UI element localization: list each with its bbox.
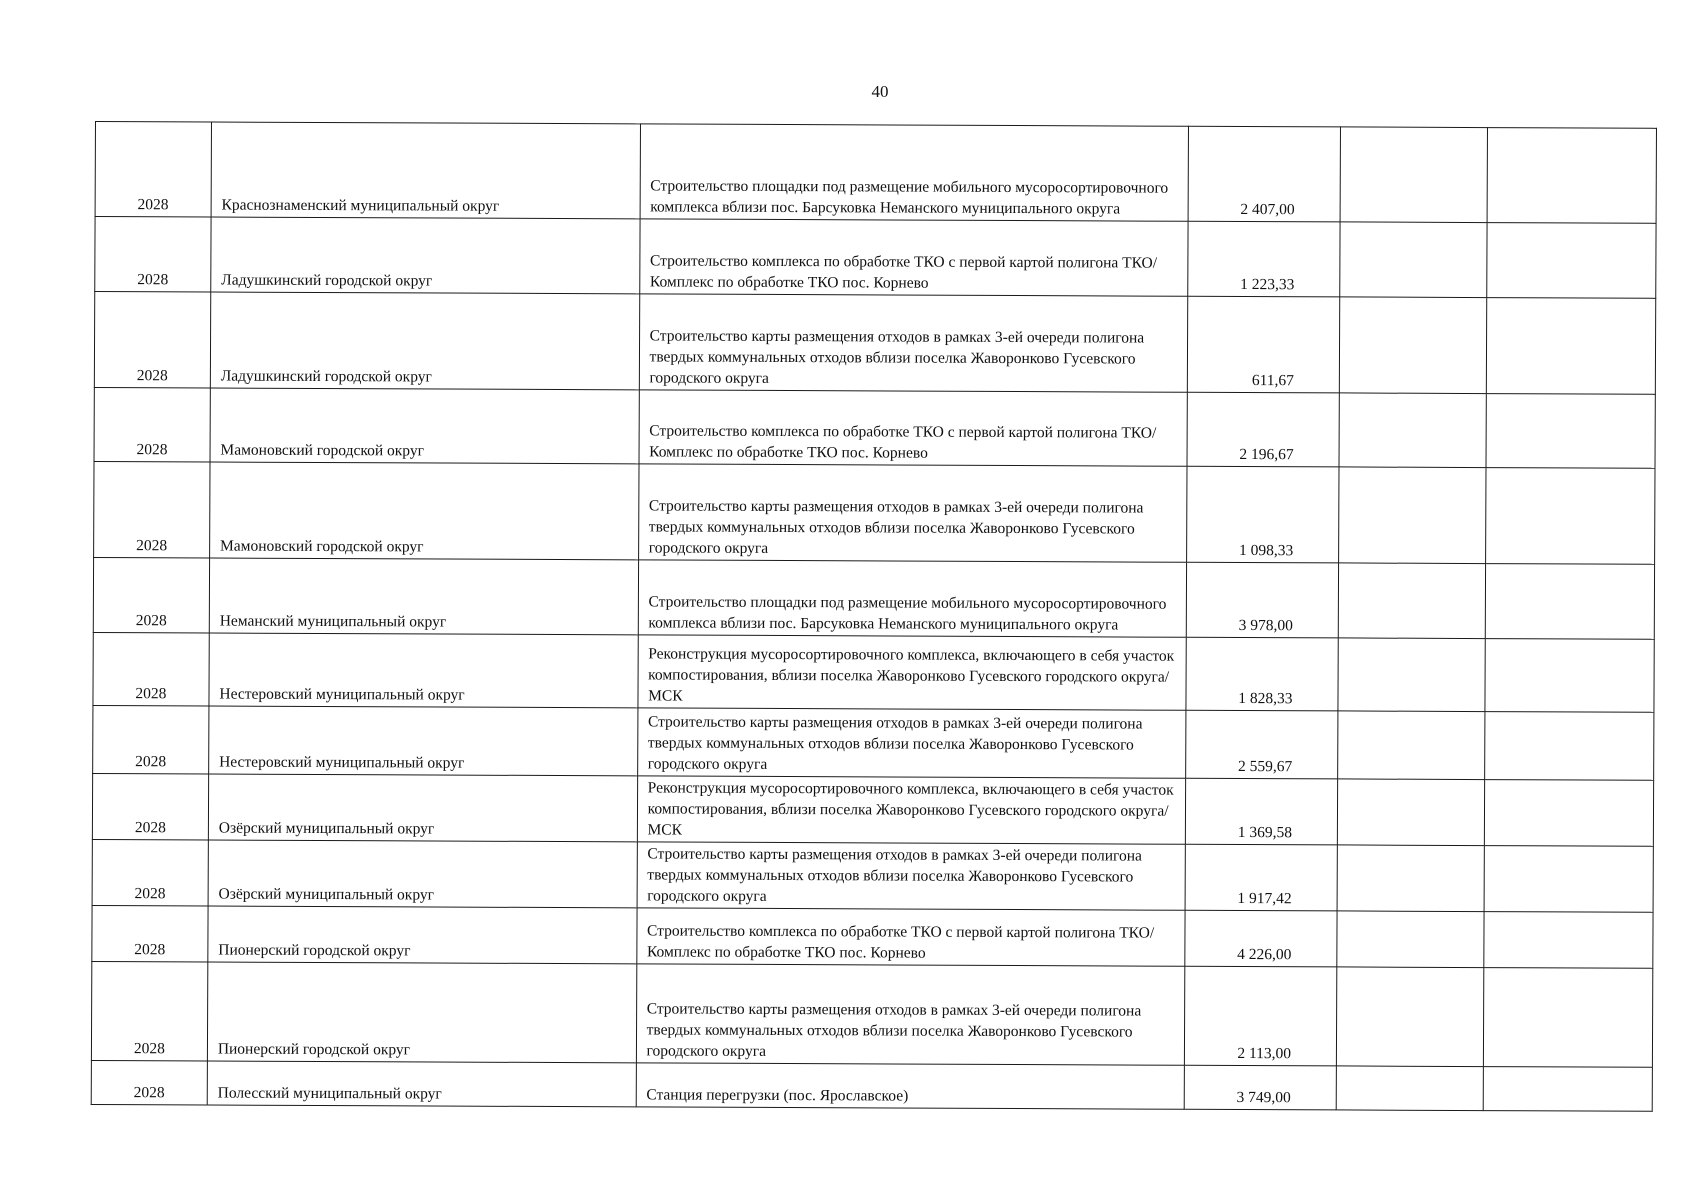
table-row <box>94 387 1655 468</box>
year-cell: 2028 <box>95 217 211 293</box>
district-cell: Краснознаменский муниципальный округ <box>211 122 640 219</box>
amount-cell: 3 749,00 <box>1184 1065 1336 1110</box>
amount-cell: 2 407,00 <box>1188 126 1340 222</box>
description-cell: Строительство комплекса по обработке ТКО с первой картой полигона ТКО/Комплекс по обработке ТКО пос. Корнево <box>639 219 1188 296</box>
table-row <box>92 905 1653 968</box>
description-cell: Строительство карты размещения отходов в рамках 3-ей очереди полигона твердых коммунальных отходов вблизи поселка Жаворонково Гусевского городского округа <box>637 708 1186 778</box>
amount-cell: 3 978,00 <box>1187 562 1339 638</box>
district-cell: Озёрский муниципальный округ <box>208 840 637 908</box>
page-number: 40 <box>871 82 889 101</box>
district-cell: Полесский муниципальный округ <box>207 1061 636 1107</box>
description-cell: Станция перегрузки (пос. Ярославское) <box>636 1063 1185 1109</box>
description-cell: Реконструкция мусоросортировочного комплекса, включающего в себя участок компостирования, вблизи поселка Жаворонково Гусевского городского округа/МСК <box>637 776 1186 844</box>
empty-cell <box>1483 968 1653 1068</box>
empty-cell <box>1336 967 1483 1067</box>
data-table <box>91 121 1657 1112</box>
empty-cell <box>1336 1066 1483 1111</box>
description-cell: Строительство карты размещения отходов в рамках 3-ей очереди полигона твердых коммунальных отходов вблизи поселка Жаворонково Гусевского городского округа <box>638 464 1187 562</box>
amount-cell: 1 917,42 <box>1185 844 1337 911</box>
empty-cell <box>1339 393 1486 468</box>
description-cell: Строительство карты размещения отходов в рамках 3-ей очереди полигона твердых коммунальных отходов вблизи поселка Жаворонково Гусевского городского округа <box>639 294 1188 392</box>
table-row <box>95 122 1656 224</box>
year-cell: 2028 <box>93 632 209 706</box>
empty-cell <box>1337 845 1484 912</box>
empty-cell <box>1486 223 1656 299</box>
empty-cell <box>1339 297 1486 394</box>
empty-cell <box>1340 222 1487 298</box>
year-cell: 2028 <box>93 705 209 774</box>
amount-cell: 1 828,33 <box>1186 637 1338 711</box>
amount-cell: 2 113,00 <box>1185 966 1337 1066</box>
year-cell: 2028 <box>94 461 210 558</box>
table-row <box>93 632 1654 712</box>
amount-cell: 4 226,00 <box>1185 910 1337 967</box>
district-cell: Нестеровский муниципальный округ <box>209 706 638 776</box>
description-cell: Строительство комплекса по обработке ТКО с первой картой полигона ТКО/Комплекс по обработке ТКО пос. Корнево <box>636 908 1185 966</box>
year-cell: 2028 <box>91 1060 207 1105</box>
empty-cell <box>1483 1067 1652 1112</box>
description-cell: Строительство комплекса по обработке ТКО с первой картой полигона ТКО/Комплекс по обработке ТКО пос. Корнево <box>639 390 1188 466</box>
table-row <box>91 1060 1652 1111</box>
empty-cell <box>1340 127 1487 223</box>
empty-cell <box>1338 711 1485 780</box>
empty-cell <box>1484 780 1654 847</box>
amount-cell: 611,67 <box>1188 296 1340 393</box>
table-row <box>92 839 1653 912</box>
description-cell: Строительство карты размещения отходов в рамках 3-ей очереди полигона твердых коммунальных отходов вблизи поселка Жаворонково Гусевского городского округа <box>637 842 1186 910</box>
empty-cell <box>1339 467 1486 564</box>
year-cell: 2028 <box>92 773 208 840</box>
amount-cell: 1 098,33 <box>1187 466 1339 563</box>
year-cell: 2028 <box>93 557 209 633</box>
table-row <box>94 461 1655 564</box>
empty-cell <box>1337 779 1484 846</box>
table-row <box>95 217 1656 299</box>
amount-cell: 2 196,67 <box>1187 392 1339 467</box>
district-cell: Ладушкинский городской округ <box>211 217 640 294</box>
empty-cell <box>1338 638 1485 712</box>
empty-cell <box>1338 563 1485 639</box>
district-cell: Озёрский муниципальный округ <box>208 774 637 842</box>
amount-cell: 1 223,33 <box>1188 221 1340 297</box>
year-cell: 2028 <box>92 839 208 906</box>
empty-cell <box>1485 639 1655 713</box>
empty-cell <box>1486 298 1656 395</box>
district-cell: Ладушкинский городской округ <box>210 292 639 390</box>
empty-cell <box>1484 846 1654 913</box>
description-cell: Строительство площадки под размещение мобильного мусоросортировочного комплекса вблизи пос. Барсуковка Неманского муниципального округа <box>640 124 1189 221</box>
district-cell: Пионерский городской округ <box>208 906 637 964</box>
table-row <box>93 557 1654 639</box>
amount-cell: 1 369,58 <box>1186 778 1338 845</box>
district-cell: Пионерский городской округ <box>207 962 636 1063</box>
description-cell: Строительство площадки под размещение мобильного мусоросортировочного комплекса вблизи пос. Барсуковка Неманского муниципального округа <box>638 560 1187 637</box>
year-cell: 2028 <box>92 905 208 962</box>
district-cell: Мамоновский городской округ <box>209 462 638 560</box>
empty-cell <box>1485 564 1655 640</box>
empty-cell <box>1484 712 1654 781</box>
amount-cell: 2 559,67 <box>1186 710 1338 779</box>
table-row <box>91 961 1652 1067</box>
empty-cell <box>1485 468 1655 565</box>
district-cell: Неманский муниципальный округ <box>209 558 638 635</box>
year-cell: 2028 <box>95 122 211 218</box>
empty-cell <box>1337 911 1484 968</box>
empty-cell <box>1484 912 1654 969</box>
description-cell: Строительство карты размещения отходов в рамках 3-ей очереди полигона твердых коммунальных отходов вблизи поселка Жаворонково Гусевского городского округа <box>636 964 1185 1065</box>
year-cell: 2028 <box>94 387 210 462</box>
table-row <box>94 292 1655 395</box>
year-cell: 2028 <box>91 961 207 1061</box>
description-cell: Реконструкция мусоросортировочного комплекса, включающего в себя участок компостирования, вблизи поселка Жаворонково Гусевского городского округа/МСК <box>638 635 1187 710</box>
table-row <box>93 705 1654 780</box>
table-row <box>92 773 1653 846</box>
empty-cell <box>1487 128 1657 224</box>
district-cell: Нестеровский муниципальный округ <box>209 633 638 708</box>
year-cell: 2028 <box>94 292 210 389</box>
empty-cell <box>1486 394 1656 469</box>
district-cell: Мамоновский городской округ <box>210 388 639 464</box>
